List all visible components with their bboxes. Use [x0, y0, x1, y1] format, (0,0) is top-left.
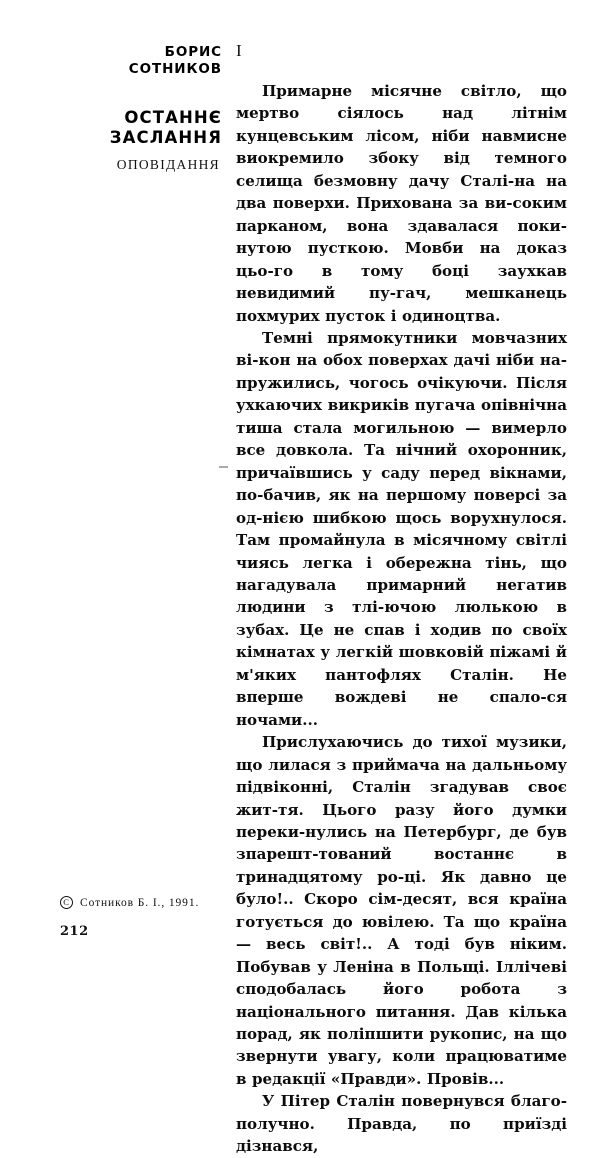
body-paragraph: Прислухаючись до тихої музики, що лилася з приймача на дальньому підвіконні, Сталін згадував своє жит-тя. Цього разу його думки переки-нулись на Петербург, де був зпарешт-тований востаннє в тринадцятому ро-ці. Як давно це було!.. Скоро сім-десят, вся країна готується до ювілею. Та що країна — весь світ!.. А тоді був ніким. Побував у Леніна в Польщі. Іллічеві сподобалась його робота з національного питання. Дав кілька порад, як поліпшити рукопис, на що звернути увагу, коли працюватиме в редакції «Правди». Провів...: [236, 733, 567, 1088]
page-number: 212: [60, 924, 89, 939]
front-matter-block: [34, 44, 224, 173]
body-text-column: [236, 40, 567, 1158]
copyright-line: [60, 896, 199, 909]
body-paragraph: Примарне місячне світло, що мертво сіялось над літнім кунцевським лісом, ніби навмисне виокремило збоку від темного селища безмовну дачу Сталі-на на два поверхи. Прихована за ви-соким парканом, вона здавалася поки-нутою пусткою. Мовби на доказ цьо-го в тому боці заухкав невидимий пу-гач, мешканець похмурих пусток і одиноцтва.: [236, 82, 567, 325]
body-paragraph: Темні прямокутники мовчазних ві-кон на обох поверхах дачі ніби на-пружились, чогось очікуючи. Після ухкаючих викриків пугача опівнічна тиша стала могильною — вимерло все довкола. Та нічний охоронник, причаївшись у саду перед вікнами, по-бачив, як на першому поверсі за од-нією шибкою щось ворухнулося. Там промайнула в місячному світлі чиясь легка і обережна тінь, що нагадувала примарний негатив людини з тлі-ючою люлькою в зубах. Це не спав і ходив по своїх кімнатах у легкій шовковій піжамі й м'яких пантофлях Сталін. Не вперше вождеві не спало-ся ночами...: [236, 328, 567, 729]
story-title: [34, 108, 224, 173]
author-name-line-1: БОРИС: [164, 44, 222, 60]
story-title-line-1: ОСТАННЄ: [124, 108, 222, 127]
story-title-line-2: ЗАСЛАННЯ: [109, 128, 222, 147]
author-name-line-2: СОТНИКОВ: [128, 61, 222, 77]
genre-label: ОПОВІДАННЯ: [116, 157, 220, 172]
body-paragraph: У Пітер Сталін повернувся благо-получно. Правда, по приїзді дізнався,: [236, 1092, 567, 1156]
chapter-number: I: [236, 41, 242, 60]
copyright-icon: C: [60, 896, 73, 909]
scan-speck: [219, 466, 228, 468]
author-name: [34, 44, 224, 78]
copyright-text: Сотников Б. І., 1991.: [80, 897, 200, 909]
